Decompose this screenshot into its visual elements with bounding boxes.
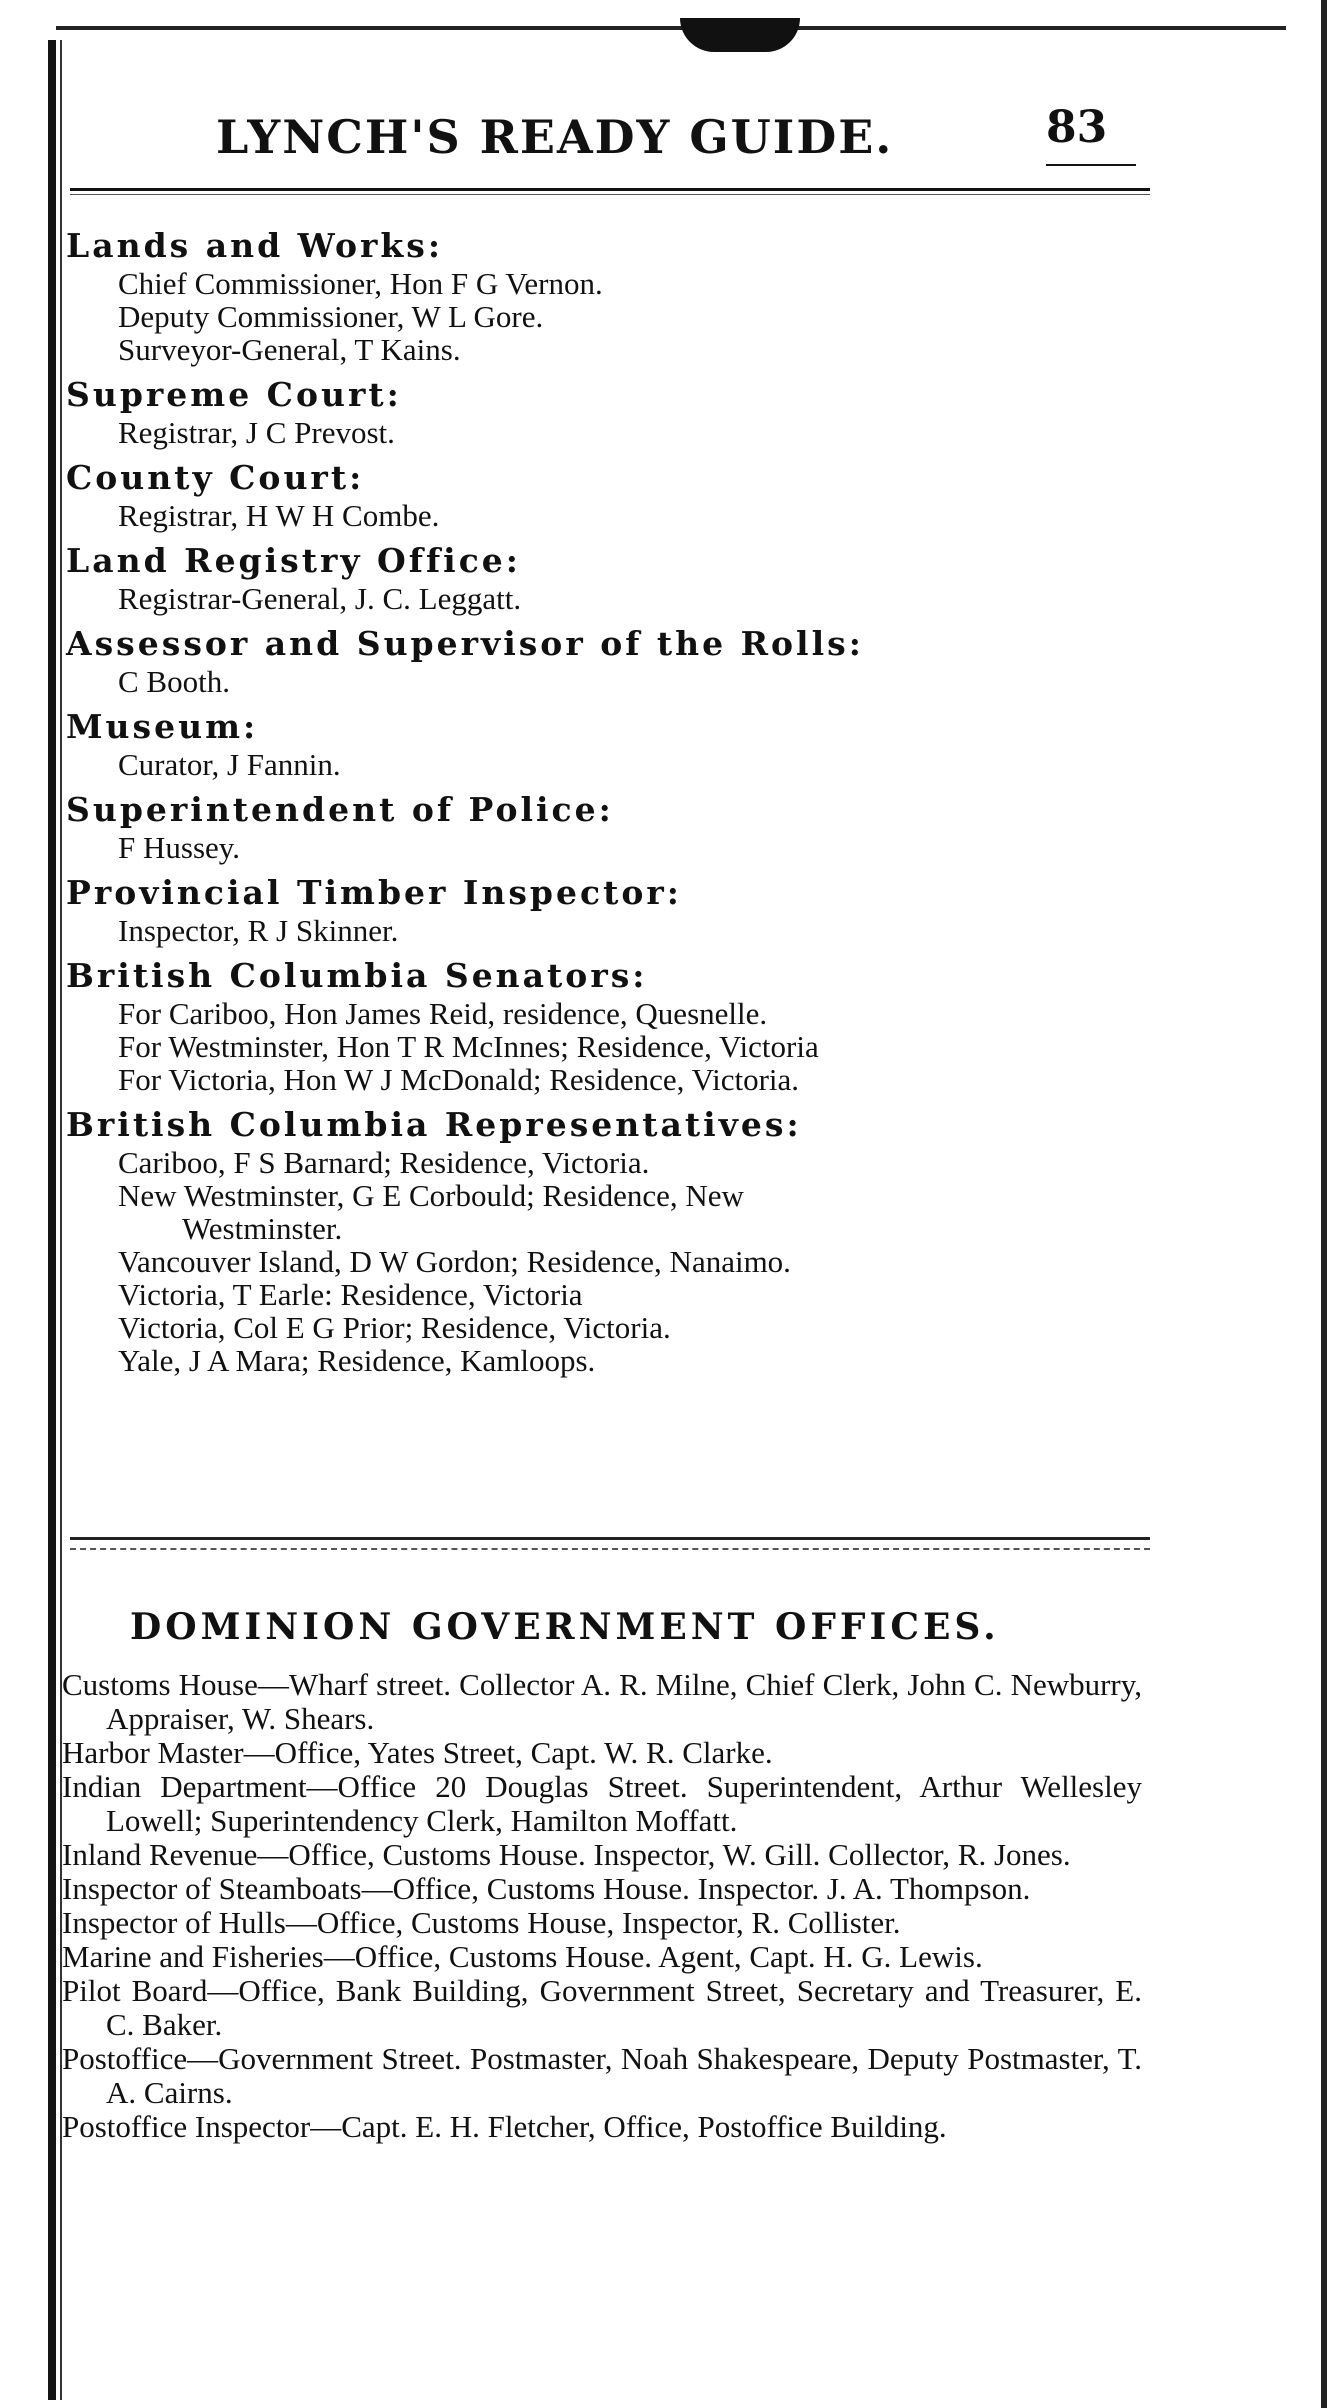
entry: Yale, J A Mara; Residence, Kamloops. xyxy=(118,1343,596,1378)
section-title: British Columbia Senators: xyxy=(66,956,648,995)
section-lands-and-works xyxy=(66,225,1166,366)
section-title: Museum: xyxy=(66,707,259,746)
dominion-offices-title: DOMINION GOVERNMENT OFFICES. xyxy=(130,1606,1000,1648)
office-entry: Postoffice Inspector—Capt. E. H. Fletcher, Office, Postoffice Building. xyxy=(62,2109,947,2144)
entry: F Hussey. xyxy=(118,830,241,865)
entry: For Westminster, Hon T R McInnes; Residence, Victoria xyxy=(118,1029,819,1064)
office-entry: Inspector of Steamboats—Office, Customs House. Inspector. J. A. Thompson. xyxy=(62,1871,1031,1906)
office-entry: Harbor Master—Office, Yates Street, Capt. W. R. Clarke. xyxy=(62,1735,773,1770)
section-supreme-court xyxy=(66,374,1166,449)
entry: Deputy Commissioner, W L Gore. xyxy=(118,299,544,334)
entry: For Cariboo, Hon James Reid, residence, Quesnelle. xyxy=(118,996,768,1031)
section-title: County Court: xyxy=(66,458,365,497)
office-entry: Marine and Fisheries—Office, Customs House. Agent, Capt. H. G. Lewis. xyxy=(62,1939,983,1974)
entry: Vancouver Island, D W Gordon; Residence, Nanaimo. xyxy=(118,1244,791,1279)
section-representatives xyxy=(66,1104,1166,1377)
left-border-rule xyxy=(48,40,56,2400)
section-title: British Columbia Representatives: xyxy=(66,1105,802,1144)
section-land-registry-office xyxy=(66,540,1166,615)
section-senators xyxy=(66,955,1166,1096)
section-county-court xyxy=(66,457,1166,532)
header-rule xyxy=(70,188,1150,191)
section-police xyxy=(66,789,1166,864)
entry: Inspector, R J Skinner. xyxy=(118,913,399,948)
entry-continuation: Westminster. xyxy=(182,1211,343,1246)
entry: Victoria, T Earle: Residence, Victoria xyxy=(118,1277,583,1312)
entry: Registrar, J C Prevost. xyxy=(118,415,395,450)
entry: Registrar-General, J. C. Leggatt. xyxy=(118,581,522,616)
top-border-rule xyxy=(56,26,1286,30)
section-title: Lands and Works: xyxy=(66,226,444,265)
section-museum xyxy=(66,706,1166,781)
section-divider xyxy=(70,1537,1150,1540)
page-number: 83 xyxy=(1046,102,1108,153)
section-title: Supreme Court: xyxy=(66,375,402,414)
section-title: Provincial Timber Inspector: xyxy=(66,873,682,912)
office-entry: Pilot Board—Office, Bank Building, Government Street, Secretary and Treasurer, E. C. Baker. xyxy=(62,1973,1142,2042)
office-entry: Postoffice—Government Street. Postmaster, Noah Shakespeare, Deputy Postmaster, T. A. Cairns. xyxy=(62,2041,1142,2110)
section-title: Land Registry Office: xyxy=(66,541,521,580)
entry: Registrar, H W H Combe. xyxy=(118,498,440,533)
section-title: Superintendent of Police: xyxy=(66,790,614,829)
entry: New Westminster, G E Corbould; Residence, New xyxy=(118,1178,744,1213)
section-assessor xyxy=(66,623,1166,698)
page-number-underline xyxy=(1046,164,1136,166)
top-ornament xyxy=(680,18,800,52)
section-title: Assessor and Supervisor of the Rolls: xyxy=(66,624,864,663)
office-entry: Indian Department—Office 20 Douglas Street. Superintendent, Arthur Wellesley Lowell; Superintendency Clerk, Hamilton Moffatt. xyxy=(62,1769,1142,1838)
entry: Chief Commissioner, Hon F G Vernon. xyxy=(118,266,603,301)
header-rule-thin xyxy=(70,194,1150,195)
entry: Curator, J Fannin. xyxy=(118,747,341,782)
office-entry: Customs House—Wharf street. Collector A. R. Milne, Chief Clerk, John C. Newburry, Appraiser, W. Shears. xyxy=(62,1667,1142,1736)
section-timber-inspector xyxy=(66,872,1166,947)
entry: Cariboo, F S Barnard; Residence, Victoria. xyxy=(118,1145,650,1180)
entry: For Victoria, Hon W J McDonald; Residence, Victoria. xyxy=(118,1062,800,1097)
entry: Surveyor-General, T Kains. xyxy=(118,332,461,367)
provincial-directory xyxy=(66,225,1166,1385)
page-header xyxy=(56,92,1136,182)
section-divider-dashed xyxy=(70,1548,1150,1550)
office-entry: Inspector of Hulls—Office, Customs House, Inspector, R. Collister. xyxy=(62,1905,901,1940)
entry: C Booth. xyxy=(118,664,230,699)
entry: Victoria, Col E G Prior; Residence, Victoria. xyxy=(118,1310,671,1345)
office-entry: Inland Revenue—Office, Customs House. Inspector, W. Gill. Collector, R. Jones. xyxy=(62,1837,1071,1872)
running-title: LYNCH'S READY GUIDE. xyxy=(216,110,894,164)
dominion-offices-list xyxy=(62,1668,1142,2144)
right-border-rule xyxy=(1321,0,1327,2408)
